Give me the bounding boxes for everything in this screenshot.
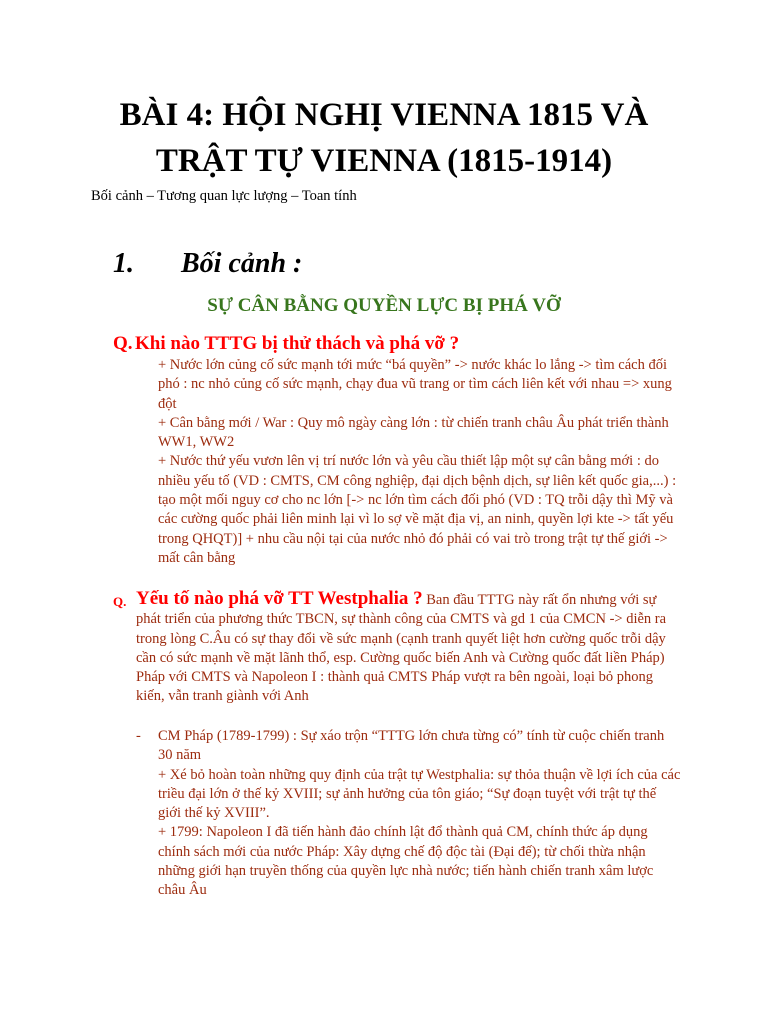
- bullet-item: [136, 727, 681, 901]
- question-2-intro: [136, 589, 681, 668]
- bullet-content: [158, 727, 681, 901]
- question-marker: Q.: [113, 594, 127, 609]
- section-number: 1.: [113, 248, 134, 279]
- page-title: [60, 92, 708, 184]
- bullet-subitem: + 1799: Napoleon I đã tiến hành đảo chính lật đổ thành quả CM, chính thức áp dụng chính sách mới của nước Pháp: Xây dựng chế độ độc tài (Đại đế); từ chối thừa nhận những giới hạn truyền thống của quyền lực nhà nước; tiến hành chiến tranh xâm lược châu Âu: [158, 824, 654, 899]
- answer-paragraph: + Cân bằng mới / War : Quy mô ngày càng lớn : từ chiến tranh châu Âu phát triển thành WW1, WW2: [158, 414, 669, 451]
- answer-paragraph: + Nước lớn củng cố sức mạnh tới mức “bá quyền” -> nước khác lo lắng -> tìm cách đối phó : nc nhỏ củng cố sức mạnh, chạy đua vũ trang or tìm cách liên kết với nhau => xung đột: [158, 357, 672, 412]
- bullet-subitem: + Xé bỏ hoàn toàn những quy định của trật tự Westphalia: sự thỏa thuận về lợi ích của các triều đại lớn ở thế kỷ XVIII; sự ảnh hưởng của tôn giáo; “Sự đoạn tuyệt với trật tự thế giới thế kỷ XVIII”.: [158, 766, 681, 822]
- section-title: Bối cảnh :: [181, 248, 303, 279]
- question-2-intro-text: Ban đầu TTTG này rất ổn nhưng với sự phát triển của phương thức TBCN, sự thành công của CMTS và gd 1 của CMCN -> diễn ra trong lòng C.Âu có sự thay đổi về sức mạnh (cạnh tranh quyết liệt hơn cường quốc trỗi dậy cần có sức mạnh về mặt lãnh thổ, esp. Cường quốc biến Anh và Cường quốc đất liền Pháp): [136, 592, 667, 666]
- title-line-1: BÀI 4: HỘI NGHỊ VIENNA 1815 VÀ: [119, 97, 649, 133]
- answer-paragraph: Pháp với CMTS và Napoleon I : thành quả CMTS Pháp vượt ra bên ngoài, loại bỏ phong kiến, vẫn tranh giành với Anh: [136, 669, 653, 705]
- bullet-dash: -: [136, 728, 141, 744]
- question-marker: Q.: [113, 333, 133, 354]
- section-heading: [113, 244, 302, 284]
- answer-paragraph: + Nước thứ yếu vươn lên vị trí nước lớn và yêu cầu thiết lập một sự cân bằng mới : do nhiều yếu tố (VD : CMTS, CM công nghiệp, đại dịch bệnh dịch, sự liên kết quốc gia,...) : tạo một mối nguy cơ cho nc lớn [-> nc lớn tìm cách đối phó (VD : TQ trỗi dậy thì Mỹ và các cường quốc phải liên minh lại vì lo sợ về mặt địa vị, an ninh, quyền lợi kte -> tất yếu trong QHQT)] + nhu cầu nội tại của nước nhỏ đó phải có vai trò trong trật tự thế giới -> mất cân bằng: [158, 453, 677, 566]
- question-text: Yếu tố nào phá vỡ TT Westphalia ?: [136, 588, 423, 609]
- section-subheading: SỰ CÂN BẰNG QUYỀN LỰC BỊ PHÁ VỠ: [207, 295, 561, 316]
- subtitle: Bối cảnh – Tương quan lực lượng – Toan tính: [91, 188, 357, 204]
- bullet-lead: CM Pháp (1789-1799) : Sự xáo trộn “TTTG lớn chưa từng có” tính từ cuộc chiến tranh 30 năm: [158, 728, 665, 764]
- title-line-2: TRẬT TỰ VIENNA (1815-1914): [155, 143, 613, 179]
- answer-1: [158, 356, 688, 568]
- question-2: [136, 589, 681, 707]
- question-text: Khi nào TTTG bị thử thách và phá vỡ ?: [135, 333, 460, 354]
- question-1: [113, 331, 459, 357]
